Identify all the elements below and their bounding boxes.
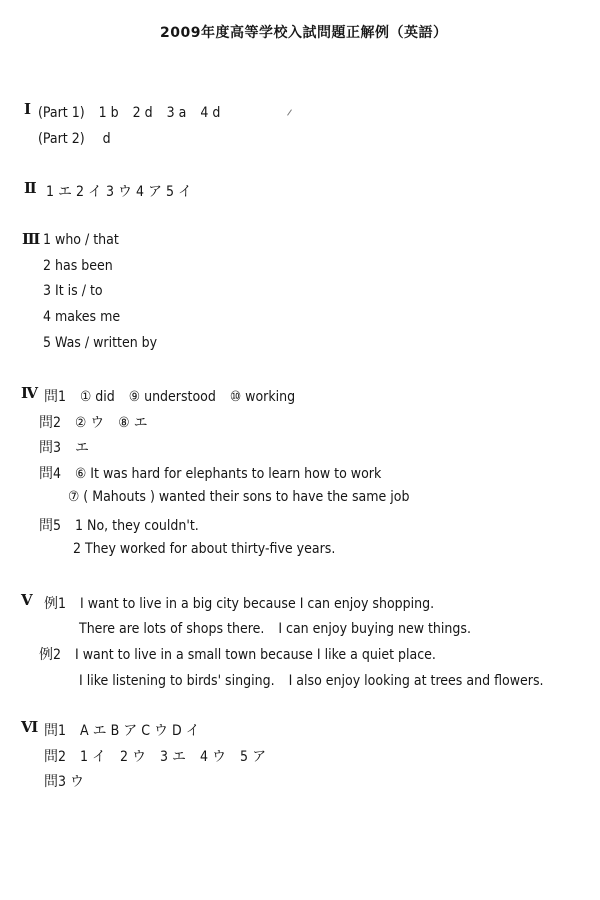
section-6-number: Ⅵ [21,718,39,736]
section-1-number: Ⅰ [24,100,32,118]
section-5-example1-line2: There are lots of shops there. I can enjoy buying new things. [79,621,471,637]
section-4-q5-line2: 2 They worked for about thirty-five years. [73,541,336,557]
section-3-number: Ⅲ [22,230,41,248]
section-5-example1-line1: 例1 I want to live in a big city because I can enjoy shopping. [44,596,435,612]
section-6-q3: 問3 ウ [44,774,85,790]
section-6-q1: 問1 A エ B ア C ウ D イ [44,723,200,739]
section-4-q1: 問1 ① did ⑨ understood ⑩ working [44,389,296,405]
section-3-item: 2 has been [43,258,113,274]
section-1-part1: (Part 1) 1 b 2 d 3 a 4 d [38,105,221,121]
section-4-q3: 問3 エ [39,440,90,456]
section-2-number: Ⅱ [24,179,37,197]
section-1-part2: (Part 2) d [38,131,111,147]
section-5-number: Ⅴ [21,591,33,609]
stray-pen-mark [287,109,292,115]
section-2-answers: 1 エ 2 イ 3 ウ 4 ア 5 イ [46,184,193,200]
section-4-number: Ⅳ [21,384,39,402]
section-5-example2-line2: I like listening to birds' singing. I also enjoy looking at trees and flowers. [79,673,544,689]
section-4-q4-line2: ⑦ ( Mahouts ) wanted their sons to have the same job [68,489,410,505]
section-4-q5-line1: 問5 1 No, they couldn't. [39,518,199,534]
section-6-q2: 問2 1 イ 2 ウ 3 エ 4 ウ 5 ア [44,749,267,765]
section-4-q2: 問2 ② ウ ⑧ エ [39,415,148,431]
section-3-item: 5 Was / written by [43,335,158,351]
page-title: 2009年度高等学校入試問題正解例（英語） [160,25,448,41]
section-3-item: 3 It is / to [43,283,103,299]
section-4-q4-line1: 問4 ⑥ It was hard for elephants to learn how to work [39,466,382,482]
section-5-example2-line1: 例2 I want to live in a small town because I like a quiet place. [39,647,436,663]
section-3-item: 1 who / that [43,232,119,248]
section-3-item: 4 makes me [43,309,121,325]
